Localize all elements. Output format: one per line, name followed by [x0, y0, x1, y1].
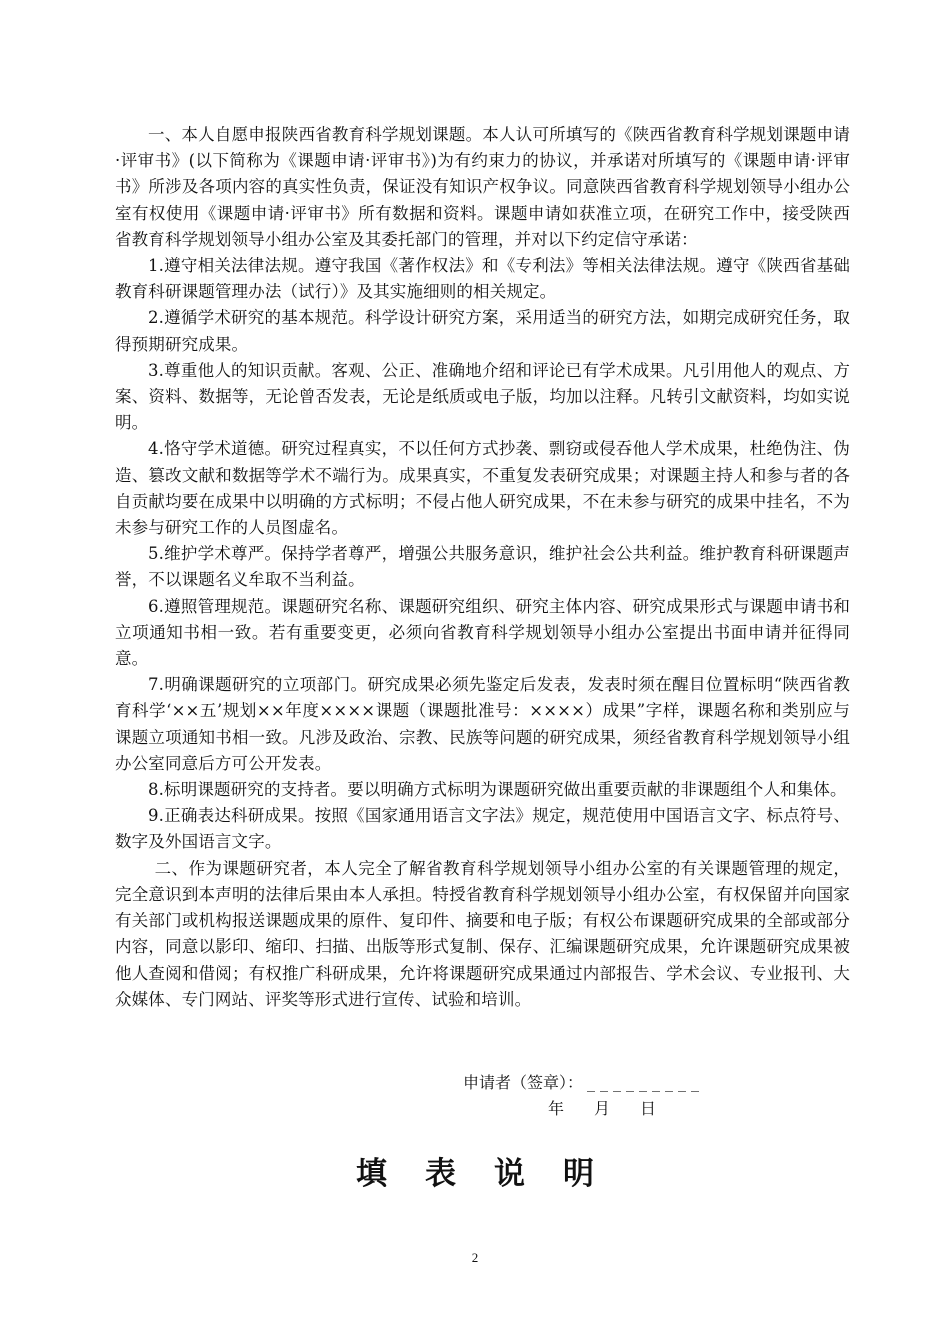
date-month-label: 月	[594, 1099, 611, 1118]
paragraph-item-1: 1.遵守相关法律法规。遵守我国《著作权法》和《专利法》等相关法律法规。遵守《陕西省基础教育科研课题管理办法（试行）》及其实施细则的相关规定。	[115, 256, 850, 302]
signature-line	[463, 1070, 843, 1096]
paragraph-commitment-intro: 一、本人自愿申报陕西省教育科学规划课题。本人认可所填写的《陕西省教育科学规划课题申请·评审书》(以下简称为《课题申请·评审书》)为有约束力的协议，并承诺对所填写的《课题申请·评审书》所涉及各项内容的真实性负责，保证没有知识产权争议。同意陕西省教育科学规划领导小组办公室有权使用《课题申请·评审书》所有数据和资料。课题申请如获准立项，在研究工作中，接受陕西省教育科学规划领导小组办公室及其委托部门的管理，并对以下约定信守承诺：	[115, 125, 850, 249]
date-day-label: 日	[640, 1099, 657, 1118]
signature-block	[463, 1070, 843, 1122]
section-title: 填表说明	[356, 1156, 632, 1192]
paragraph-item-4: 4.恪守学术道德。研究过程真实，不以任何方式抄袭、剽窃或侵吞他人学术成果，杜绝伪注、伪造、篡改文献和数据等学术不端行为。成果真实，不重复发表研究成果；对课题主持人和参与者的各自贡献均要在成果中以明确的方式标明；不侵占他人研究成果，不在未参与研究的成果中挂名，不为未参与研究工作的人员图虚名。	[115, 439, 850, 538]
paragraph-item-7: 7.明确课题研究的立项部门。研究成果必须先鉴定后发表，发表时须在醒目位置标明“陕西省教育科学‘××五’规划××年度××××课题（课题批准号：××××）成果”字样，课题名称和类别应与课题立项通知书相一致。凡涉及政治、宗教、民族等问题的研究成果，须经省教育科学规划领导小组办公室同意后方可公开发表。	[115, 675, 850, 773]
signature-label: 申请者（签章）：	[463, 1073, 584, 1092]
paragraph-item-3: 3.尊重他人的知识贡献。客观、公正、准确地介绍和评论已有学术成果。凡引用他人的观点、方案、资料、数据等，无论曾否发表，无论是纸质或电子版，均加以注释。凡转引文献资料，均如实说明。	[115, 360, 850, 433]
page-number: 2	[471, 1250, 479, 1265]
paragraph-item-8: 8.标明课题研究的支持者。要以明确方式标明为课题研究做出重要贡献的非课题组个人和集体。	[148, 780, 847, 800]
paragraph-item-6: 6.遵照管理规范。课题研究名称、课题研究组织、研究主体内容、研究成果形式与课题申请书和立项通知书相一致。若有重要变更，必须向省教育科学规划领导小组办公室提出书面申请并征得同意。	[115, 596, 850, 669]
signature-blank: _________	[587, 1073, 705, 1092]
paragraph-item-5: 5.维护学术尊严。保持学者尊严，增强公共服务意识，维护社会公共利益。维护教育科研课题声誉，不以课题名义牟取不当利益。	[115, 544, 850, 590]
date-line	[548, 1096, 843, 1122]
paragraph-authorization: 二、作为课题研究者，本人完全了解省教育科学规划领导小组办公室的有关课题管理的规定，完全意识到本声明的法律后果由本人承担。特授省教育科学规划领导小组办公室，有权保留并向国家有关部门或机构报送课题成果的原件、复印件、摘要和电子版；有权公布课题研究成果的全部或部分内容，同意以影印、缩印、扫描、出版等形式复制、保存、汇编课题研究成果，允许课题研究成果被他人查阅和借阅；有权推广科研成果，允许将课题研究成果通过内部报告、学术会议、专业报刊、大众媒体、专门网站、评奖等形式进行宣传、试验和培训。	[115, 858, 850, 1009]
declaration-body	[115, 122, 850, 1013]
date-year-label: 年	[548, 1099, 565, 1118]
paragraph-item-9: 9.正确表达科研成果。按照《国家通用语言文字法》规定，规范使用中国语言文字、标点符号、数字及外国语言文字。	[115, 806, 850, 852]
paragraph-item-2: 2.遵循学术研究的基本规范。科学设计研究方案，采用适当的研究方法，如期完成研究任务，取得预期研究成果。	[115, 308, 850, 354]
